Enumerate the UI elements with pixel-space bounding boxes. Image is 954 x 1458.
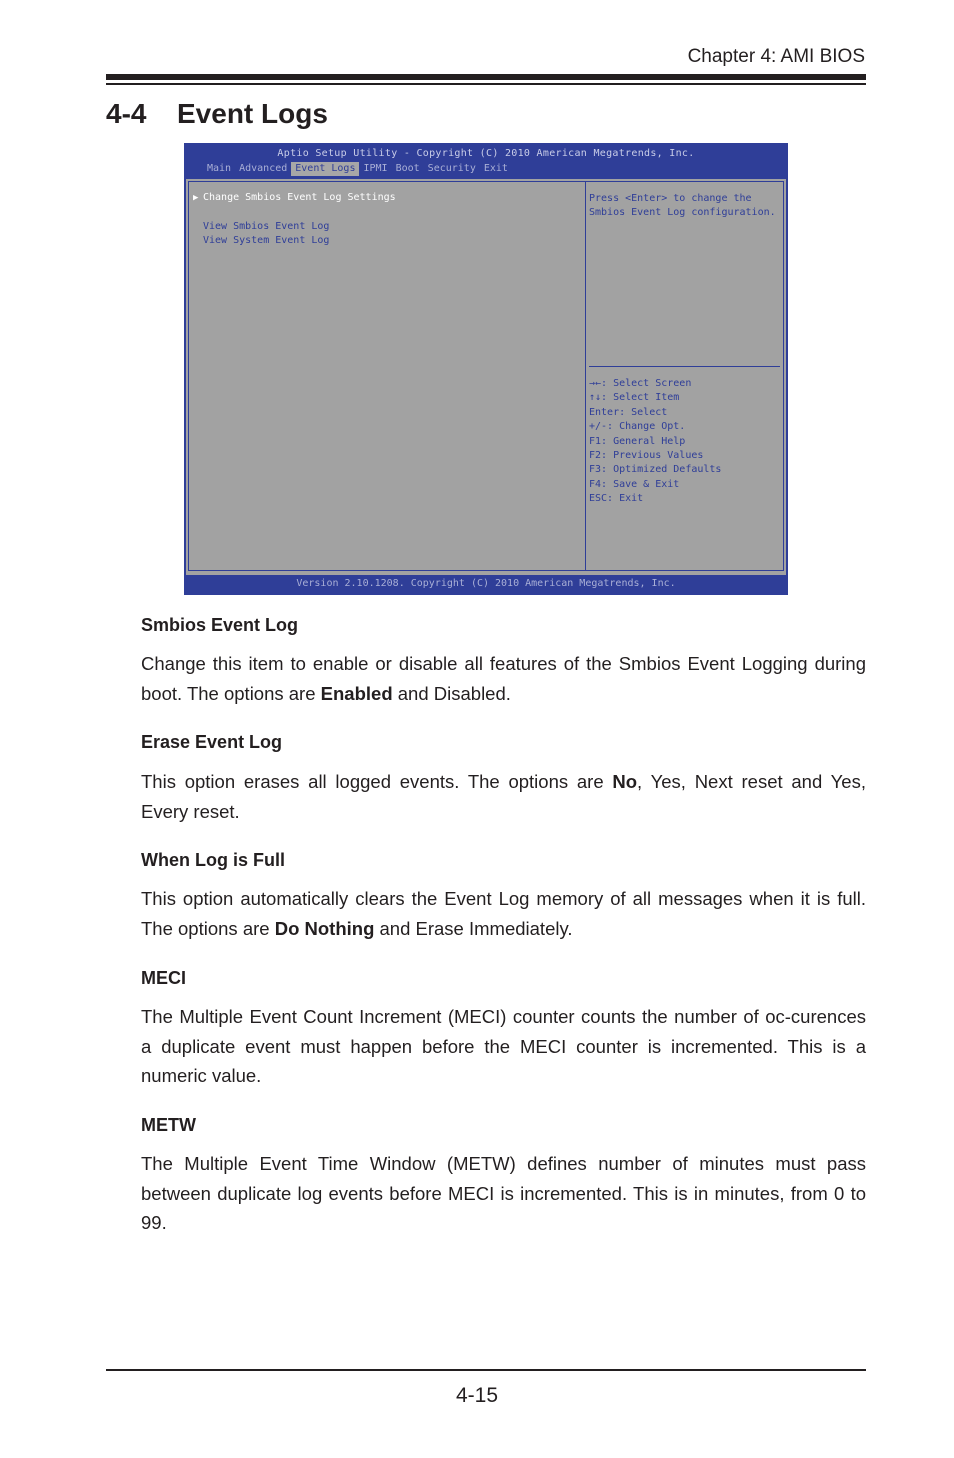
key-legend-item: Enter: Select: [589, 406, 668, 418]
help-divider: [589, 366, 780, 367]
tab-event-logs[interactable]: Event Logs: [291, 162, 359, 176]
heading-smbios-event-log: Smbios Event Log: [141, 615, 299, 635]
bios-title: Aptio Setup Utility - Copyright (C) 2010 American Megatrends, Inc.: [277, 148, 695, 159]
paragraph-text: This option erases all logged events. The options are: [141, 771, 613, 792]
tab-main[interactable]: Main: [207, 163, 232, 174]
tab-boot[interactable]: Boot: [395, 163, 420, 174]
heading-erase-event-log: Erase Event Log: [141, 732, 283, 752]
submenu-arrow-icon: ▶: [193, 193, 199, 203]
menu-item-view-smbios-log[interactable]: View Smbios Event Log: [203, 221, 330, 232]
default-option: Do Nothing: [274, 917, 375, 939]
tab-ipmi[interactable]: IPMI: [363, 163, 388, 174]
key-legend-item: F3: Optimized Defaults: [589, 464, 722, 476]
key-legend-item: →←: Select Screen: [589, 378, 692, 389]
help-text: [589, 192, 776, 220]
paragraph-metw: The Multiple Event Time Window (METW) defines number of minutes must pass between duplicate log events before MECI is incremented. This is in minutes, from 0 to 99.: [141, 1153, 866, 1233]
key-legend: [589, 377, 721, 507]
default-option: No: [612, 771, 638, 792]
paragraph-text: Change this item to enable or disable all features of the Smbios Event Logging during boot. The options are: [141, 653, 866, 704]
bios-screenshot: [184, 143, 788, 595]
help-line: Press <Enter> to change the: [589, 193, 752, 204]
tab-advanced[interactable]: Advanced: [239, 163, 288, 174]
section-title: [106, 98, 328, 130]
bios-tab-bar: [203, 162, 512, 176]
bios-help-panel: [585, 181, 784, 571]
paragraph-text: This option automatically clears the Event Log memory of all messages when it is full. The options are: [141, 888, 866, 939]
paragraph-when-log-is-full: [141, 884, 866, 943]
footer-rule: [106, 1369, 866, 1371]
paragraph-erase-event-log: [141, 767, 866, 826]
key-legend-item: ESC: Exit: [589, 493, 644, 505]
section-number: 4-4: [106, 98, 147, 129]
help-line: Smbios Event Log configuration.: [589, 207, 776, 218]
tab-exit[interactable]: Exit: [483, 163, 508, 174]
key-legend-item: F1: General Help: [589, 435, 686, 447]
paragraph-meci: The Multiple Event Count Increment (MECI) counter counts the number of oc-curences a duplicate event must happen before the MECI counter is incremented. This is a numeric value.: [141, 1006, 866, 1086]
header-rule-thick: [106, 74, 866, 80]
bios-body: [186, 179, 786, 575]
menu-item-view-system-log[interactable]: View System Event Log: [203, 235, 330, 246]
paragraph-text: and Disabled.: [392, 682, 511, 704]
header-rule-thin: [106, 83, 866, 85]
key-legend-item: ↑↓: Select Item: [589, 392, 680, 404]
default-option: Enabled: [320, 682, 393, 704]
tab-security[interactable]: Security: [427, 163, 476, 174]
menu-item-change-smbios-settings[interactable]: Change Smbios Event Log Settings: [203, 192, 396, 203]
paragraph-text: and Erase Immediately.: [374, 917, 573, 939]
key-legend-item: +/-: Change Opt.: [589, 421, 686, 433]
key-legend-item: F2: Previous Values: [589, 450, 704, 462]
heading-metw: METW: [141, 1115, 196, 1135]
bios-footer: Version 2.10.1208. Copyright (C) 2010 American Megatrends, Inc.: [296, 578, 676, 589]
page-number: 4-15: [455, 1384, 499, 1407]
chapter-header: Chapter 4: AMI BIOS: [687, 46, 865, 67]
paragraph-text: , Yes, Next reset and Yes, Every reset.: [141, 771, 866, 822]
heading-when-log-is-full: When Log is Full: [141, 850, 285, 870]
section-title-text: Event Logs: [177, 98, 328, 129]
bios-menu-panel: [188, 181, 586, 571]
paragraph-smbios-event-log: [141, 649, 866, 708]
heading-meci: MECI: [141, 968, 186, 988]
key-legend-item: F4: Save & Exit: [589, 478, 680, 490]
